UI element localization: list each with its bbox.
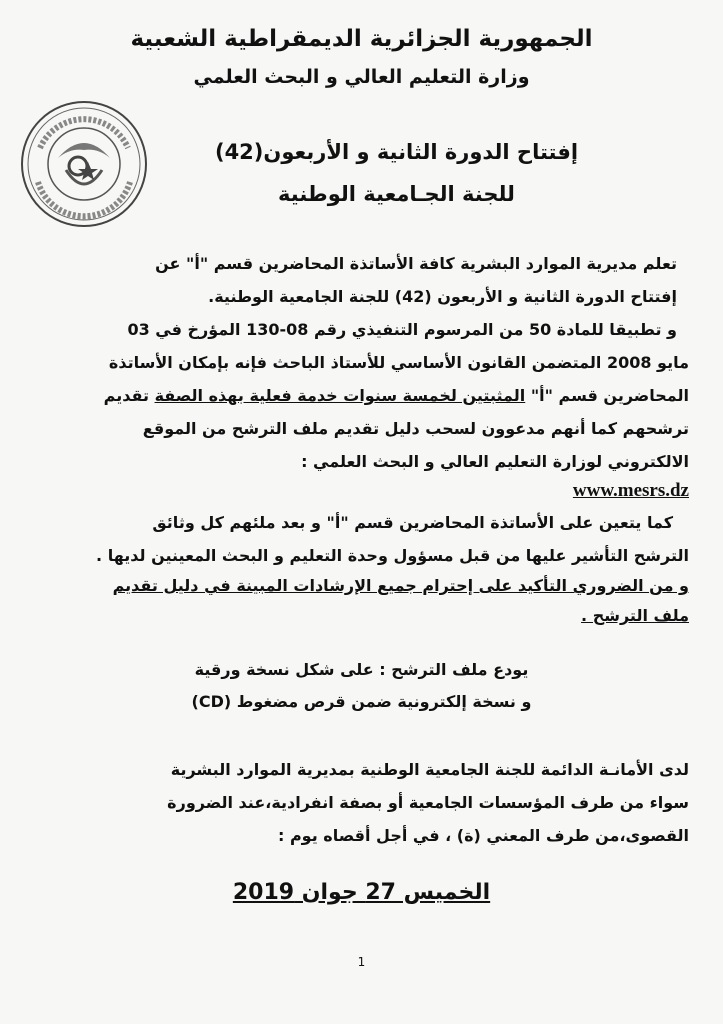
paragraph-2-line-3 (34, 386, 689, 405)
page-number: 1 (357, 955, 366, 969)
deposit-line-2: و نسخة إلكترونية ضمن قرص مضغوط (CD) (191, 692, 532, 711)
paragraph-1-line-2: إفتتاح الدورة الثانية و الأربعون (42) للجنة الجامعية الوطنية. (208, 287, 677, 306)
paragraph-2-line-1: و تطبيقا للمادة 50 من المرسوم التنفيذي رقم 08-130 المؤرخ في 03 (127, 320, 677, 339)
title-line-1: إفتتاح الدورة الثانية و الأربعون(42) (214, 140, 579, 164)
paragraph-5-line-3: القصوى،من طرف المعني (ة) ، في أجل أقصاه يوم : (277, 826, 689, 845)
paragraph-4-line-2: ملف الترشح . (581, 606, 689, 625)
website-link[interactable] (34, 480, 689, 502)
paragraph-3-line-1: كما يتعين على الأساتذة المحاضرين قسم "أ" و بعد ملئهم كل وثائق (152, 513, 673, 532)
paragraph-2-line-4: ترشحهم كما أنهم مدعوون لسحب دليل تقديم ملف الترشح من الموقع (142, 419, 689, 438)
official-seal-icon (18, 98, 150, 230)
deadline-date: الخميس 27 جوان 2019 (232, 880, 491, 905)
title-line-2: للجنة الجـامعية الوطنية (278, 182, 515, 206)
paragraph-2-line-2: مايو 2008 المتضمن القانون الأساسي للأستاذ الباحث فإنه بإمكان الأساتذة (108, 353, 689, 372)
paragraph-5-line-1: لدى الأمانـة الدائمة للجنة الجامعية الوطنية بمديرية الموارد البشرية (170, 760, 689, 779)
line3-end: تقديم (103, 386, 149, 405)
five-years-service-highlight: المثبتين لخمسة سنوات خدمة فعلية بهذه الصفة (154, 386, 526, 405)
paragraph-2-line-5: الالكتروني لوزارة التعليم العالي و البحث العلمي : (301, 452, 689, 471)
website-text[interactable]: www.mesrs.dz (572, 480, 689, 501)
republic-header: الجمهورية الجزائرية الديمقراطية الشعبية (130, 26, 593, 52)
paragraph-4-line-1: و من الضروري التأكيد على إحترام جميع الإرشادات المبينة في دليل تقديم (112, 576, 689, 595)
paragraph-3-line-2: الترشح التأشير عليها من قبل مسؤول وحدة التعليم و البحث المعينين لديها . (96, 546, 689, 565)
paragraph-5-line-2: سواء من طرف المؤسسات الجامعية أو بصفة انفرادية،عند الضرورة (167, 793, 689, 812)
ministry-header: وزارة التعليم العالي و البحث العلمي (193, 66, 530, 88)
deposit-line-1: يودع ملف الترشح : على شكل نسخة ورقية (194, 660, 529, 679)
line3-start: المحاضرين قسم "أ" (530, 386, 689, 405)
paragraph-1-line-1: تعلم مديرية الموارد البشرية كافة الأساتذة المحاضرين قسم "أ" عن (155, 254, 677, 273)
